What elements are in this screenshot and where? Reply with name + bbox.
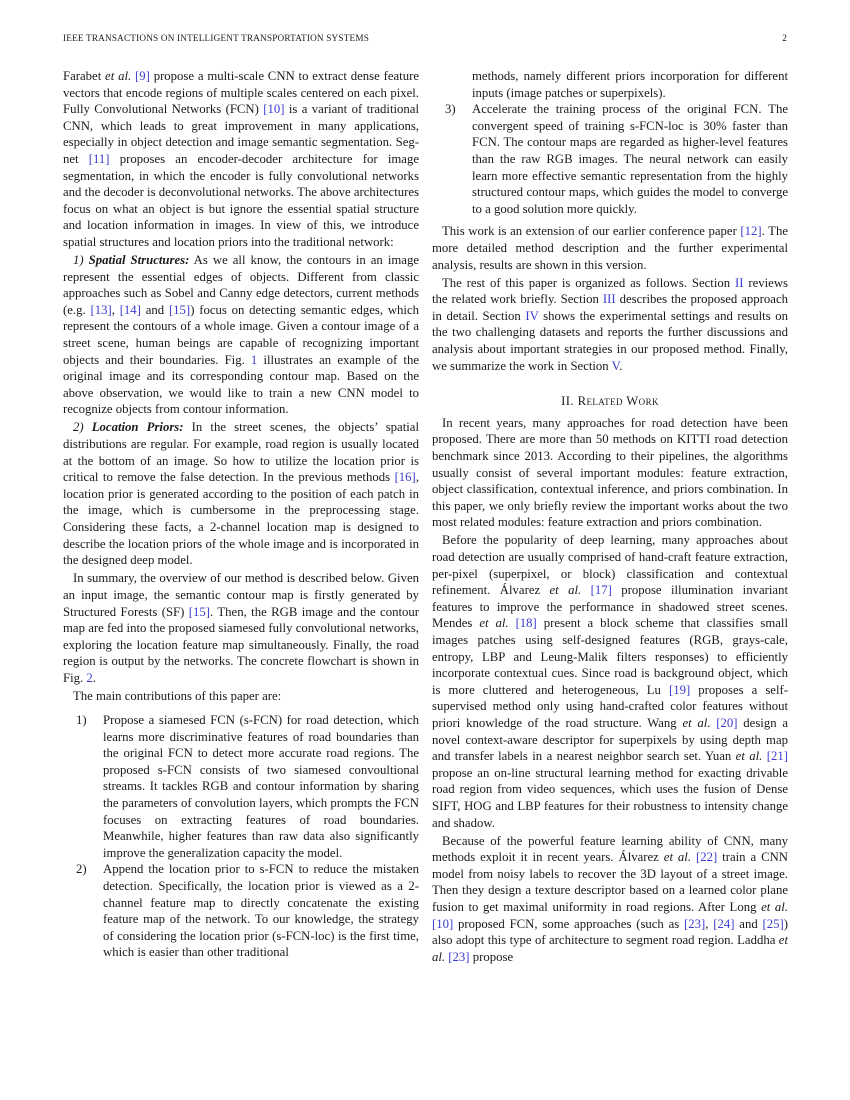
text-run [581,583,590,597]
list-item-text [103,713,419,860]
italic-text: et al. [105,69,132,83]
text-run: describes the proposed approach in detail. Section [432,292,788,323]
paragraph [63,570,419,686]
text-run: propose [469,949,514,964]
reference-link[interactable]: [24] [713,916,735,931]
italic-text: et al. [663,850,692,865]
italic-text: et al. [479,616,509,631]
text-run: Propose a siamesed FCN (s-FCN) for road detection, which learns more discriminative features of road boundaries than the original FCN to detect more accurate road regions. The proposed s-FCN consists of two siamesed convoultional streams. It tackles RGB and contour information by sharing the parameters of convolution layers, which prompts the FCN focuses on extracting features of road boundaries. Meanwhile, higher features than raw data also significantly improve the generalization capacity the model. [103,713,419,860]
left-column [63,68,419,961]
list-number: 3) [445,102,456,117]
text-run: shows the experimental settings and results on the two challenging datasets and reports the further discussions and analysis about important strategies in our proposed method. Finally, we summarize the work in Section [432,308,788,373]
italic-text: et al. [682,715,711,730]
list-item-text [472,102,788,216]
list-item [445,68,788,101]
reference-link[interactable]: 2 [86,670,93,685]
text-run: . [619,358,623,373]
reference-link[interactable]: [18] [515,616,537,631]
reference-link[interactable]: [17] [590,583,612,598]
reference-link[interactable]: [10] [432,916,454,931]
text-run: ) also adopt this type of architecture to segment road region. Laddha [432,916,788,948]
italic-text: 1) [73,253,89,268]
reference-link[interactable]: [14] [119,302,141,317]
section-heading: II. Related Work [561,394,659,409]
text-run: Before the popularity of deep learning, many approaches about road detection are usually comprised of hand-craft feature extraction, per-pixel (superpixel, or block) classification and contextual refinement. Álvarez [432,533,788,598]
running-header [63,33,787,43]
reference-link[interactable]: [23] [448,949,470,964]
text-run: ) focus on detecting semantic edges, which represent the contours of a whole image. Given a contour image of a street scene, human beings are capable of recognizing important objects and their boundaries. Fig. [63,302,419,367]
text-run: methods, namely different priors incorporation for different inputs (image patches or superpixels). [472,69,788,100]
list-item [76,861,419,961]
page-number: 2 [782,33,787,43]
italic-text: 2) [73,420,92,435]
reference-link[interactable]: [23] [684,916,706,931]
text-run: Append the location prior to s-FCN to reduce the mistaken detection. Specifically, the location prior is viewed as a 2-channel feature map to directly concatenate the existing feature map of the network. To our knowledge, the strategy of considering the location prior (s-FCN-loc) is the first time, which is easier than other traditional [103,862,419,960]
text-run: is a variant of traditional CNN, which leads to great improvement in many applications, especially in object detection and image semantic segmentation. Seg-net [63,102,419,166]
text-run: propose illumination invariant features to improve the performance in shadowed street scenes. Mendes [432,583,788,631]
text-run: . The more detailed method description and the further experimental analysis, results are shown in this version. [432,224,789,272]
journal-title: IEEE TRANSACTIONS ON INTELLIGENT TRANSPORTATION SYSTEMS [63,33,370,43]
paragraph [63,252,419,418]
paragraph [63,688,419,705]
right-column [432,68,788,967]
list-item-text [472,69,788,100]
reference-link[interactable]: [20] [716,715,738,730]
reference-link[interactable]: [10] [263,102,285,117]
reference-link[interactable]: [13] [90,302,112,317]
text-run: In recent years, many approaches for road detection have been proposed. There are more than 50 methods on KITTI road detection benchmark since 2013. According to their pipelines, the algorithms usually consist of several important modules: feature extraction, object classification, contextual inference, and priors combination. In this paper, we only briefly review the important works about the two most related modules: feature extraction and priors combination. [432,415,788,530]
text-run: , [705,916,714,931]
paragraph [432,415,788,531]
text-run: Accelerate the training process of the original FCN. The convergent speed of training s-FCN-loc is 30% faster than FCN. The contour maps are regarded as higher-level features than the raw RGB images. The neural network can easily learn more effective semantic representation from the highly structured contour maps, which guides the model to converge to a good solution more quickly. [472,102,788,216]
text-run: and [734,916,763,931]
reference-link[interactable]: [21] [766,749,789,764]
list-item [445,101,788,217]
text-run: Farabet [63,69,106,83]
reference-link[interactable]: III [602,292,616,307]
text-run: The main contributions of this paper are: [73,688,282,703]
paragraph [63,419,419,568]
text-run [509,616,516,630]
paragraph [432,275,788,375]
paragraph-heading: Spatial Structures: [88,253,190,268]
text-run: reviews the related work briefly. Section [432,275,788,307]
italic-text: et al. [735,749,763,764]
text-run: , [111,302,120,317]
text-run: design a novel context-aware descriptor for superpixels by using depth map and transfer labels in a nearest neighbor search set. Yuan [432,715,789,764]
list-number: 2) [76,862,87,877]
text-run: proposes an encoder-decoder architecture for image segmentation, in which the encoder is fully convolutional networks and the decoder is deconvolutional networks. The above architectures focus on what an object is but ignore the essential spatial structure and location information in images. In view of this, we introduce spatial structures and location priors into the traditional network: [63,151,420,249]
reference-link[interactable]: [12] [740,224,762,239]
reference-link[interactable]: [19] [668,682,691,697]
reference-link[interactable]: [25] [762,916,784,931]
reference-link[interactable]: 1 [250,352,258,367]
text-run: In the street scenes, the objects’ spatial distributions are regular. For example, road region is usually located at the bottom of an image. So how to utilize the location prior is critical to remove the false detection. In the previous methods [63,420,420,485]
reference-link[interactable]: [15] [188,604,211,619]
text-run: This work is an extension of our earlier conference paper [442,224,741,239]
italic-text: et al. [549,583,582,598]
paragraph [432,833,788,966]
reference-link[interactable]: [22] [695,850,718,865]
text-run: . [92,670,96,685]
text-run: present a block scheme that classifies small images patches using self-designed features (RGB, grays-cale, entropy, LBP and Leung-Malik filters responses) to efficiently incorporate contextual cues. Since road is background object, which is more cluttered and heterogeneous, Lu [432,616,789,697]
text-run: Because of the powerful feature learning ability of CNN, many methods exploit it in recent years. Álvarez [432,833,788,865]
italic-text: et al. [432,933,788,964]
text-run: illustrates an example of the original image and its corresponding contour map. Based on the above observation, we would like to train a new CNN model to recognize objects from contour information. [63,352,419,417]
text-run: train a CNN model from noisy labels to recover the 3D layout of a street image. Then they design a texture descriptor based on a learned color plane fusion to get maximal uniformity in road regions. After Long [432,850,788,914]
text-run: , location prior is generated according to the position of each patch in the image, which is cumbersome in the preprocessing stage. Considering these facts, a 2-channel location map is designed to describe the location priors of the whole image and is incorporated in the designed deep model. [63,470,419,568]
reference-link[interactable]: [11] [88,151,110,166]
reference-link[interactable]: V [611,358,620,373]
list-number: 1) [76,713,87,728]
text-run: proposed FCN, some approaches (such as [453,916,685,931]
reference-link[interactable]: [15] [168,302,191,317]
text-run: . Then, the RGB image and the contour map are fed into the proposed siamesed fully convolutional networks, exploring the location feature map simultaneously. Finally, the road region is output by the networks. The concrete flowchart is shown in Fig. [63,604,419,685]
reference-link[interactable]: [16] [394,470,416,485]
paragraph [432,532,788,831]
reference-link[interactable]: II [734,275,744,290]
reference-link[interactable]: IV [525,308,539,323]
text-run: The rest of this paper is organized as follows. Section [442,275,735,290]
text-run: propose an on-line structural learning method for exacting drivable road region from video sequences, which uses the fusion of Dense SIFT, HOG and LBP features for their robustness to intensity change and shadow. [432,765,788,830]
list-item-text [103,862,419,959]
italic-text: et al. [761,900,788,914]
paragraph [432,223,788,273]
text-run: and [140,302,169,317]
text-run: proposes a self-supervised method only using hand-crafted color features without priori knowledge of the road structure. Wang [432,682,788,730]
paragraph [63,68,419,251]
text-run: In summary, the overview of our method is described below. Given an input image, the semantic contour map is firstly generated by Structured Forests (SF) [63,571,419,619]
text-run: propose a multi-scale CNN to extract dense feature vectors that encode regions of multiple scales centered on each pixel. Fully Convolutional Networks (FCN) [63,69,420,117]
reference-link[interactable]: [9] [135,69,150,83]
list-item [76,712,419,861]
text-run: As we all know, the contours in an image represent the essential edges of objects. Different from classic approaches such as Sobel and Canny edge detectors, current methods (e.g. [63,253,419,317]
paragraph-heading: Location Priors: [91,420,184,435]
